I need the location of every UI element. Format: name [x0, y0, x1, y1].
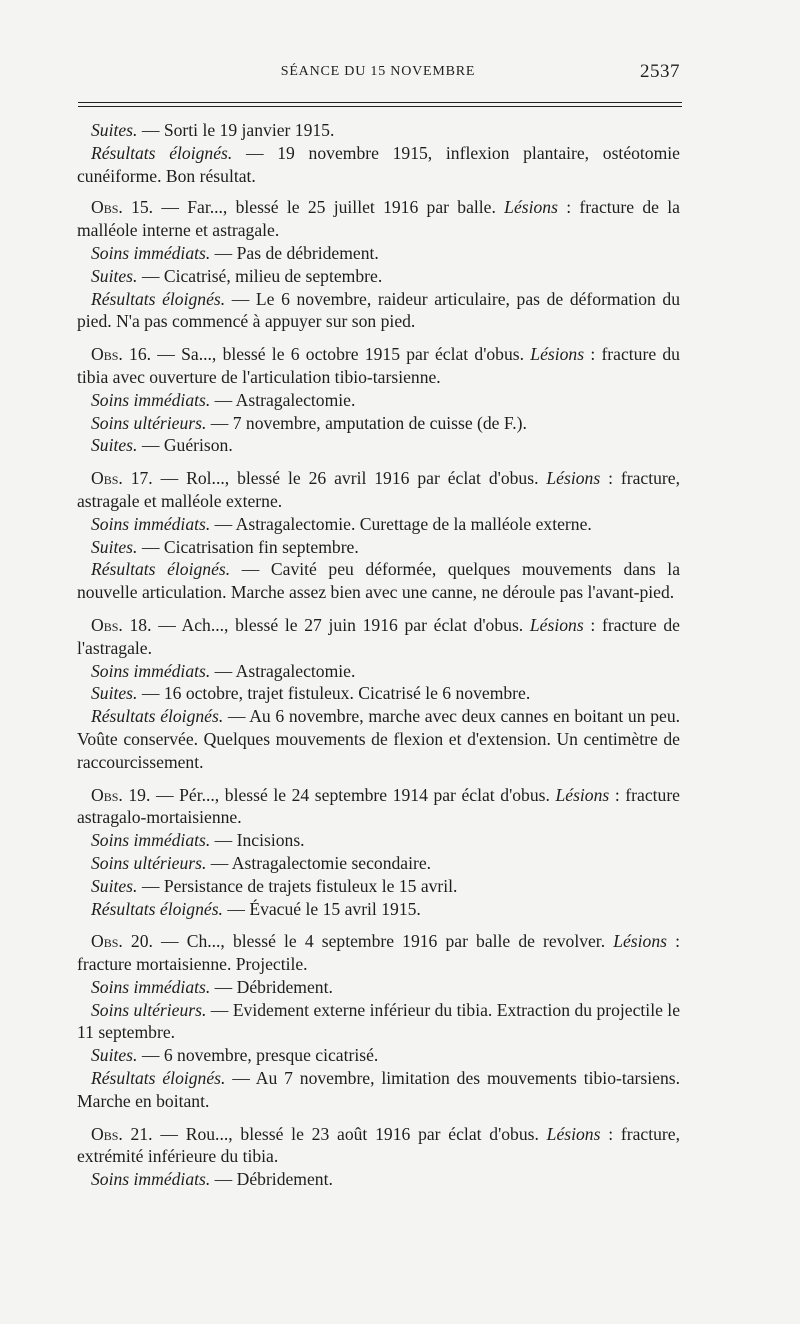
- observation-heading: [77, 1123, 680, 1169]
- soins-line: [77, 513, 680, 536]
- lesions-text: : fracture de la malléole interne et astragale.: [77, 197, 680, 241]
- suites-line: [77, 875, 680, 898]
- lesions-text: : fracture de l'astragale.: [77, 614, 680, 658]
- soins-text: — Astragalectomie.: [210, 660, 356, 681]
- suites-label: Suites.: [91, 435, 138, 456]
- suites-text: — Cicatrisation fin septembre.: [137, 536, 359, 557]
- running-title: SÉANCE DU 15 NOVEMBRE: [280, 64, 476, 79]
- soins-line: [77, 660, 680, 683]
- resultats-text: — Évacué le 15 avril 1915.: [222, 898, 421, 919]
- lesions-text: : fracture, astragale et malléole externe.: [77, 468, 680, 511]
- soins-ulterieurs-label: Soins ultérieurs.: [91, 852, 207, 873]
- observation-heading: [77, 614, 680, 660]
- observation-text: — Pér..., blessé le 24 septembre 1914 par éclat d'obus.: [150, 784, 556, 805]
- soins-text: — Astragalectomie.: [210, 389, 356, 410]
- soins-line: [77, 829, 680, 852]
- soins-label: Soins immédiats.: [91, 389, 211, 410]
- main-text: [77, 119, 680, 1191]
- lesions-label: Lésions: [530, 344, 585, 365]
- suites-text: — Guérison.: [137, 435, 233, 456]
- lesions-text: : fracture astragalo-mortaisienne.: [77, 784, 680, 828]
- soins-ulterieurs-line: [77, 412, 680, 435]
- soins-label: Soins immédiats.: [91, 830, 211, 851]
- soins-label: Soins immédiats.: [91, 976, 211, 997]
- suites-line: [77, 1044, 680, 1067]
- soins-ulterieurs-label: Soins ultérieurs.: [91, 412, 207, 433]
- resultats-text: — Cavité peu déformée, quelques mouvements dans la nouvelle articulation. Marche assez bien avec une canne, ne déroule pas l'avant-pied.: [77, 559, 680, 603]
- observation-heading: [77, 467, 680, 513]
- resultats-label: Résultats éloignés.: [91, 288, 226, 309]
- soins-text: — Débridement.: [210, 976, 333, 997]
- soins-ulterieurs-line: [77, 852, 680, 875]
- observation-label: Obs. 17.: [91, 468, 153, 489]
- lesions-text: : fracture, extrémité inférieure du tibia.: [77, 1123, 680, 1167]
- lesions-text: : fracture du tibia avec ouverture de l'articulation tibio-tarsienne.: [77, 344, 680, 387]
- suites-text: — Persistance de trajets fistuleux le 15 avril.: [137, 875, 458, 896]
- header-rule-line: [78, 106, 682, 107]
- lesions-label: Lésions: [555, 784, 610, 805]
- header-rule-line: [78, 102, 682, 103]
- resultats-line: [77, 558, 680, 604]
- soins-line: [77, 976, 680, 999]
- resultats-label: Résultats éloignés.: [91, 706, 224, 727]
- observation-heading: [77, 343, 680, 389]
- resultats-text: — Au 6 novembre, marche avec deux cannes en boitant un peu. Voûte conservée. Quelques mouvements de flexion et d'extension. Un centimètre de raccourcissement.: [77, 706, 681, 772]
- suites-label: Suites.: [91, 265, 138, 286]
- lesions-label: Lésions: [546, 468, 601, 489]
- suites-text: — Cicatrisé, milieu de septembre.: [137, 265, 383, 286]
- lesions-label: Lésions: [529, 614, 584, 635]
- suites-line: [77, 265, 680, 288]
- observation-label: Obs. 19.: [91, 784, 151, 805]
- resultats-line: [77, 705, 680, 773]
- lesions-label: Lésions: [613, 931, 667, 952]
- suites-line: [77, 682, 680, 705]
- resultats-line: [77, 1067, 680, 1113]
- observation-heading: [77, 930, 680, 976]
- soins-label: Soins immédiats.: [91, 660, 211, 681]
- resultats-line: [77, 142, 680, 188]
- observation-label: Obs. 20.: [91, 931, 153, 952]
- soins-ulterieurs-text: — 7 novembre, amputation de cuisse (de F.).: [206, 412, 527, 433]
- suites-label: Suites.: [91, 875, 138, 896]
- soins-line: [77, 1168, 680, 1191]
- observation-text: — Sa..., blessé le 6 octobre 1915 par éclat d'obus.: [151, 344, 531, 365]
- soins-line: [77, 242, 680, 265]
- soins-text: — Astragalectomie. Curettage de la malléole externe.: [210, 513, 592, 534]
- lesions-text: : fracture mortaisienne. Projectile.: [77, 931, 680, 975]
- soins-label: Soins immédiats.: [91, 513, 211, 534]
- suites-label: Suites.: [91, 1045, 138, 1066]
- observation-label: Obs. 16.: [91, 344, 152, 365]
- lesions-label: Lésions: [546, 1123, 601, 1144]
- resultats-text: — 19 novembre 1915, inflexion plantaire, ostéotomie cunéiforme. Bon résultat.: [77, 142, 680, 186]
- soins-label: Soins immédiats.: [91, 1169, 211, 1190]
- resultats-line: [77, 288, 680, 334]
- running-header: [76, 62, 680, 88]
- observation-text: — Far..., blessé le 25 juillet 1916 par balle.: [153, 197, 505, 218]
- soins-ulterieurs-label: Soins ultérieurs.: [91, 999, 207, 1020]
- soins-text: — Incisions.: [210, 830, 305, 851]
- suites-text: — Sorti le 19 janvier 1915.: [137, 120, 335, 140]
- resultats-line: [77, 898, 680, 921]
- observation-label: Obs. 21.: [91, 1123, 153, 1144]
- resultats-text: — Au 7 novembre, limitation des mouvements tibio-tarsiens. Marche en boitant.: [77, 1068, 680, 1111]
- observation-heading: [77, 784, 680, 830]
- lesions-label: Lésions: [504, 197, 558, 218]
- resultats-label: Résultats éloignés.: [91, 142, 233, 163]
- resultats-text: — Le 6 novembre, raideur articulaire, pas de déformation du pied. N'a pas commencé à appuyer sur son pied.: [77, 288, 680, 332]
- soins-text: — Débridement.: [210, 1169, 333, 1190]
- observation-text: — Ach..., blessé le 27 juin 1916 par éclat d'obus.: [151, 614, 530, 635]
- observation-heading: [77, 196, 680, 242]
- observation-text: — Ch..., blessé le 4 septembre 1916 par balle de revolver.: [152, 931, 614, 952]
- soins-text: — Pas de débridement.: [210, 242, 379, 263]
- soins-ulterieurs-line: [77, 999, 680, 1045]
- resultats-label: Résultats éloignés.: [91, 559, 231, 580]
- suites-text: — 6 novembre, presque cicatrisé.: [137, 1045, 379, 1066]
- suites-line: [77, 434, 680, 457]
- soins-line: [77, 389, 680, 412]
- page-number: 2537: [640, 61, 680, 82]
- suites-label: Suites.: [91, 120, 138, 140]
- suites-text: — 16 octobre, trajet fistuleux. Cicatrisé le 6 novembre.: [137, 683, 531, 704]
- observation-text: — Rol..., blessé le 26 avril 1916 par éclat d'obus.: [152, 468, 547, 489]
- suites-label: Suites.: [91, 536, 138, 557]
- suites-label: Suites.: [91, 683, 138, 704]
- soins-label: Soins immédiats.: [91, 242, 211, 263]
- observation-label: Obs. 15.: [91, 197, 154, 218]
- suites-line: [77, 119, 680, 142]
- soins-ulterieurs-text: — Astragalectomie secondaire.: [206, 852, 432, 873]
- resultats-label: Résultats éloignés.: [91, 898, 223, 919]
- soins-ulterieurs-text: — Evidement externe inférieur du tibia. Extraction du projectile le 11 septembre.: [77, 999, 681, 1043]
- observation-text: — Rou..., blessé le 23 août 1916 par éclat d'obus.: [152, 1123, 547, 1144]
- observation-label: Obs. 18.: [91, 614, 152, 635]
- resultats-label: Résultats éloignés.: [91, 1068, 226, 1089]
- suites-line: [77, 536, 680, 559]
